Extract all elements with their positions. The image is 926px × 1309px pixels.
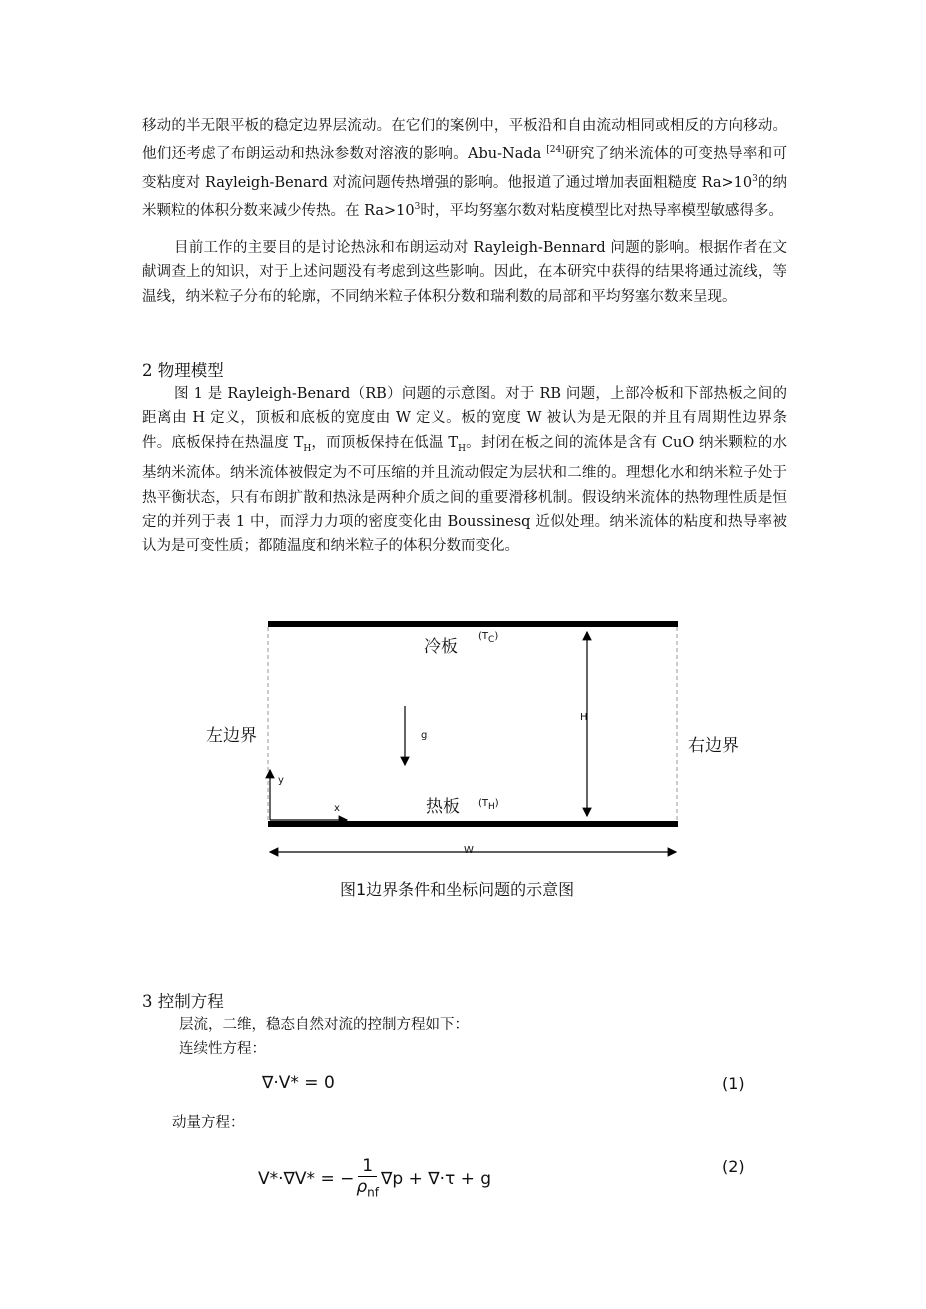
- x-label: x: [334, 803, 340, 814]
- intro-paragraph-2: 目前工作的主要目的是讨论热泳和布朗运动对 Rayleigh-Bennard 问题的影响。根据作者在文献调查上的知识，对于上述问题没有考虑到这些影响。因此，在本研究中获得的结果将通过流线，等温线，纳米粒子分布的轮廓，不同纳米粒子体积分数和瑞利数的局部和平均努塞尔数来呈现。: [142, 240, 787, 305]
- g-label: g: [421, 730, 428, 741]
- subscript-h: H: [458, 443, 466, 454]
- section2-text-c: 。封闭在板之间的流体是含有 CuO 纳米颗粒的水基纳米流体。纳米流体被假定为不可压缩的并且流动假定为层状和二维的。理想化水和纳米粒子处于热平衡状态，只有布朗扩散和热泳是两种介质之间的重要滑移机制。假设纳米流体的热物理性质是恒定的并列于表 1 中，而浮力力项的密度变化由 Boussinesq 近似处理。纳米流体的粘度和热导率被认为是可变性质；都随温度和纳米粒子的体积分数而变化。: [142, 434, 787, 555]
- th-sub: H: [488, 802, 495, 812]
- eq2-denominator: [356, 1177, 379, 1202]
- intro-p1-text-d: 时，平均努塞尔数对粘度模型比对热导率模型敏感得多。: [420, 203, 783, 220]
- w-label: W: [464, 845, 474, 856]
- left-boundary-label: 左边界: [206, 726, 257, 746]
- eq2-nf-sub: nf: [367, 1185, 379, 1200]
- section2-text-a: 图 1 是 Rayleigh-Benard（RB）问题的示意图。对于 RB 问题，上部冷板和下部热板之间的距离由 H 定义，顶板和底板的宽度由 W 定义。板的宽度 W 被认为是无限的并且有周期性边界条件。底板保持在热温度 T: [142, 386, 787, 451]
- subscript-h: H: [303, 443, 312, 454]
- superscript-exponent: 3: [752, 173, 758, 184]
- figure-caption: 图1边界条件和坐标问题的示意图: [340, 880, 575, 899]
- intro-p1-text-c: 的纳米颗粒的体积分数来减少传热。在 Ra>10: [142, 174, 788, 220]
- intro-p1-text-b: 研究了纳米流体的可变热导率和可变粘度对 Rayleigh-Benard 对流问题传热增强的影响。他报道了通过增加表面粗糙度 Ra>10: [142, 146, 788, 191]
- eq2-rhs: ∇p + ∇·τ + g: [380, 1169, 492, 1190]
- section2-text-b: ，而顶板保持在低温 T: [311, 434, 459, 451]
- tc-label: $(T_C)$: [478, 631, 499, 645]
- cold-plate: [268, 621, 678, 627]
- equation-2: [258, 1156, 491, 1202]
- citation-24: [24]: [546, 145, 565, 156]
- hot-plate: [268, 821, 678, 827]
- continuity-label: 连续性方程：: [179, 1041, 266, 1057]
- hot-plate-label: 热板: [426, 797, 460, 817]
- section-3-intro: 层流，二维，稳态自然对流的控制方程如下：: [179, 1017, 469, 1033]
- eq2-rho: ρ: [356, 1177, 368, 1197]
- superscript-exponent: 3: [414, 202, 421, 213]
- momentum-label: 动量方程：: [172, 1115, 245, 1131]
- section-2-heading: 2 物理模型: [142, 361, 224, 380]
- section-3-heading: 3 控制方程: [142, 992, 224, 1011]
- tc-sub: C: [488, 635, 495, 645]
- equation-1-number: (1): [722, 1074, 745, 1093]
- y-label: y: [278, 775, 284, 786]
- equation-2-number: (2): [722, 1157, 745, 1176]
- intro-p1-text-a: 移动的半无限平板的稳定边界层流动。在它们的案例中，平板沿和自由流动相同或相反的方向移动。他们还考虑了布朗运动和热泳参数对溶液的影响。Abu-Nada: [142, 118, 787, 163]
- right-boundary-label: 右边界: [688, 736, 739, 756]
- th-label-text: (T: [478, 798, 489, 809]
- cold-plate-label: 冷板: [424, 637, 458, 657]
- eq2-lhs: V*·∇V* = −: [258, 1169, 355, 1190]
- eq2-numerator: 1: [358, 1156, 377, 1177]
- h-label: H: [580, 712, 588, 723]
- equation-1: ∇·V* = 0: [262, 1073, 335, 1093]
- th-label: $(T_H)$: [478, 798, 499, 812]
- eq2-fraction: [356, 1156, 379, 1202]
- tc-label-text: (T: [478, 631, 489, 642]
